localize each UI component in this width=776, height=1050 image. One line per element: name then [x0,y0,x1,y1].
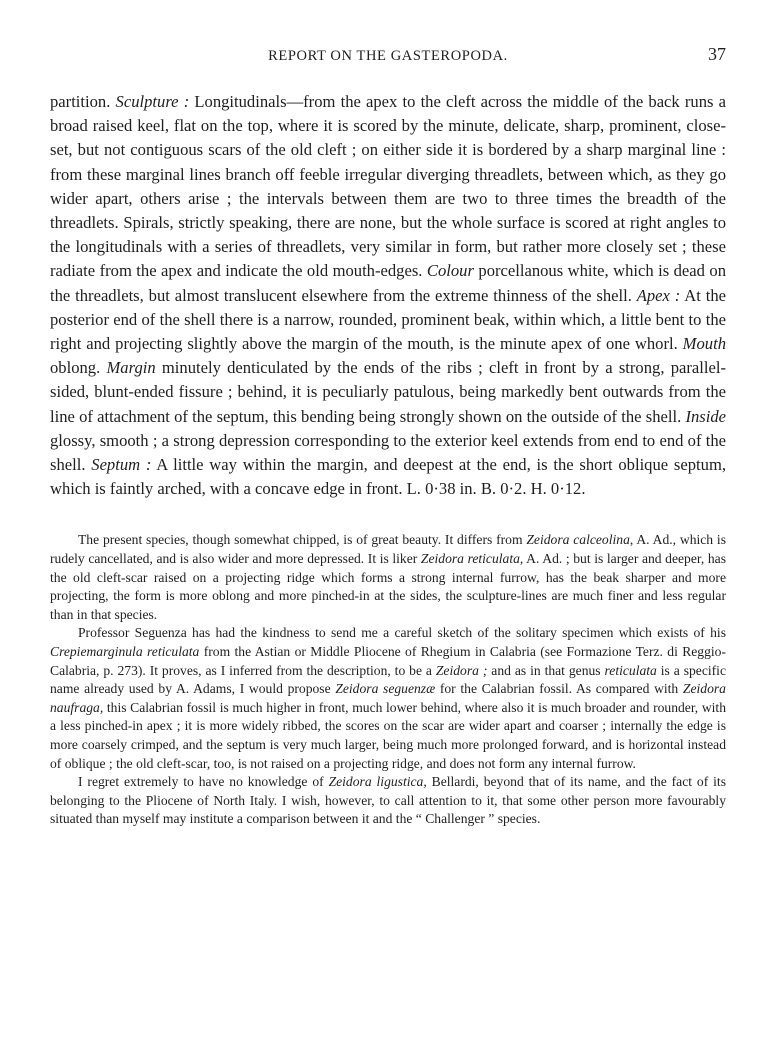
text-run: glossy, smooth ; a strong depression corresponding to the exterior keel extends from end to end of the shell. [50,430,726,475]
running-title: REPORT ON THE GASTEROPODA. [268,48,508,64]
species-name: Zeidora calceolina [526,532,630,548]
sculpture-heading: Sculpture : [115,92,190,111]
text-run: oblong. [50,358,107,378]
apex-heading: Apex : [636,285,681,305]
text-run: At the posterior end of the shell there is a narrow, rounded, prominent beak, within which, a little bent to the right and projecting slightly above the margin of the mouth, is the minute apex of one whorl. [50,285,726,354]
species-name: Zeidora seguenzæ [335,681,436,697]
species-name: Zeidora reticulata [420,551,520,567]
remark-paragraph-1 [50,531,726,624]
text-run: this Calabrian fossil is much higher in front, much lower behind, where also it is much broader and rounder, with a less pinched-in apex ; it is more widely ribbed, the scores on the scar are wider apart and coarser ; internally the edge is more coarsely crimped, and the septum is very much larger, being much more prolonged forward, and is horizontal instead of oblique ; the old cleft-scar, too, is not raised on a projecting ridge, and does not form any internal furrow. [50,699,726,771]
species-name: Zeidora ; [435,662,488,678]
species-name: reticulata [604,662,657,678]
mouth-heading: Mouth [682,334,726,354]
text-run: partition. [50,92,116,111]
text-run: , A. Ad. ; but is larger and deeper, has the old cleft-scar raised on a projecting ridge which forms a strong internal furrow, has the beak sharper and more projecting, the form is more oblong and more pinched-in at the sides, the sculpture-lines are much finer and less regular than in that species. [50,551,726,622]
margin-heading: Margin [106,358,156,378]
text-run: , A. Ad., which is rudely cancellated, and is also wider and more depressed. It is liker [50,532,726,567]
text-run: from the Astian or Middle Pliocene of Rhegium in Calabria (see Formazione Terz. di Reggio-Calabria, p. 273). It proves, as I inferred from the description, to be a [50,644,727,678]
remarks-section [50,531,726,829]
colour-heading: Colour [426,261,474,281]
text-run: minutely denticulated by the ends of the ribs ; cleft in front by a strong, parallel-sided, blunt-ended fissure ; behind, it is peculiarly patulous, being markedly bent outwards from the line of attachment of the septum, this bending being strongly shown on the outside of the shell. [50,358,726,426]
text-run: The present species, though somewhat chipped, is of great beauty. It differs from [78,532,527,548]
text-run: and as in that genus [487,662,605,678]
species-description [50,90,726,501]
species-name: Zeidora naufraga, [50,681,726,715]
text-run: for the Calabrian fossil. As compared with [435,681,683,697]
text-run: Longitudinals—from the apex to the cleft across the middle of the back runs a broad raised keel, flat on the top, where it is scored by the minute, delicate, sharp, prominent, close-set, but not contiguous scars of the old cleft ; on either side it is bordered by a sharp marginal line : from these marginal lines branch off feeble irregular diverging threadlets, between which, as they go wider apart, others arise ; the intervals between them are two to three times the breadth of the threadlets. Spirals, strictly speaking, there are none, but the whole surface is scored at right angles to the longitudinals with a series of threadlets, very similar in form, but rather more closely set ; these radiate from the apex and indicate the old mouth-edges. [50,92,726,281]
remark-paragraph-2 [50,624,726,773]
species-name: Zeidora ligustica [328,774,424,790]
running-head [50,44,726,66]
inside-heading: Inside [685,406,726,426]
text-run: is a specific name already used by A. Adams, I would propose [50,662,726,697]
text-run: A little way within the margin, and deepest at the end, is the short oblique septum, which is faintly arched, with a concave edge in front. L. 0·38 in. B. 0·2. H. 0·12. [50,455,726,499]
species-name: Crepiemarginula reticulata [50,644,200,660]
text-run: , Bellardi, beyond that of its name, and the fact of its belonging to the Pliocene of North Italy. I wish, however, to call attention to it, that some other person more favourably situated than myself may institute a comparison between it and the “ Challenger ” species. [50,774,726,827]
text-run: I regret extremely to have no knowledge of [78,774,329,790]
text-run: porcellanous white, which is dead on the threadlets, but almost translucent elsewhere from the extreme thinness of the shell. [50,261,726,305]
page [50,44,726,829]
page-number: 37 [708,44,726,64]
septum-heading: Septum : [91,455,152,475]
remark-paragraph-3 [50,773,726,829]
text-run: Professor Seguenza has had the kindness to send me a careful sketch of the solitary specimen which exists of his [78,625,726,641]
description-paragraph [50,90,726,501]
